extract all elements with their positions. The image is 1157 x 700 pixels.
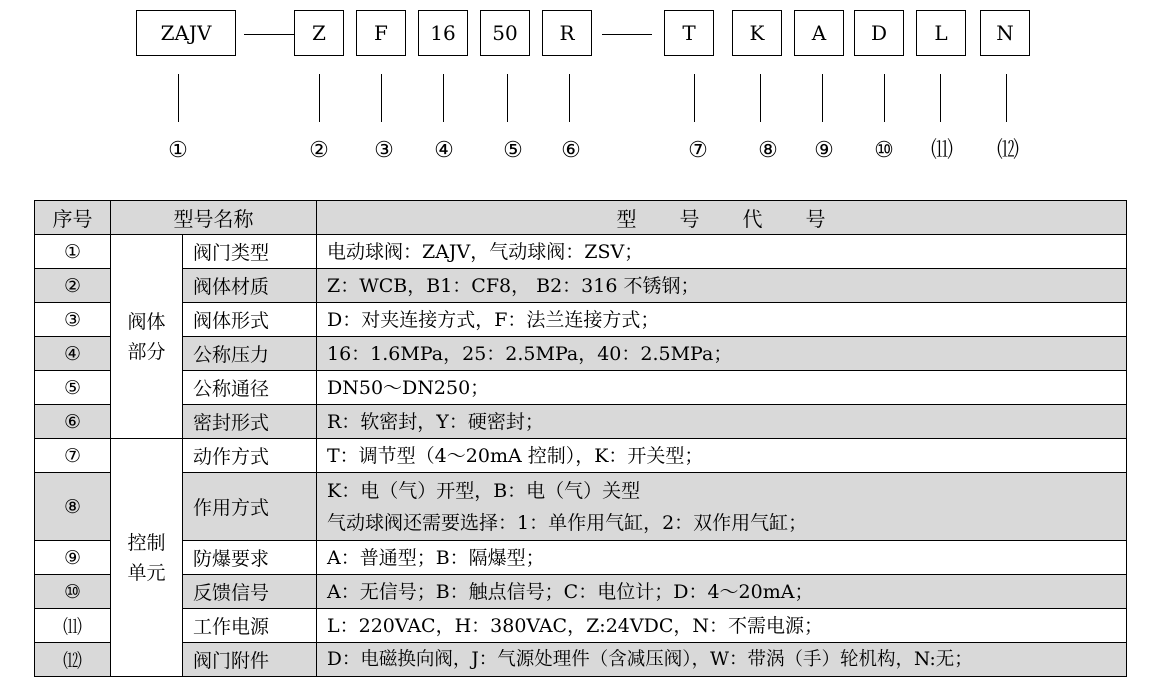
table-row bbox=[35, 371, 1127, 405]
table-row bbox=[35, 269, 1127, 303]
header-seq: 序号 bbox=[35, 201, 111, 235]
row-name: 公称压力 bbox=[183, 337, 317, 371]
row-name: 阀体形式 bbox=[183, 303, 317, 337]
row-code: A：无信号；B：触点信号；C：电位计；D：4～20mA； bbox=[317, 575, 1127, 609]
row-seq: ⑤ bbox=[35, 371, 111, 405]
table-row bbox=[35, 337, 1127, 371]
row-code bbox=[317, 473, 1127, 541]
leader-line-6 bbox=[569, 74, 570, 122]
code-box-5: 50 bbox=[480, 10, 530, 56]
index-label-4: ④ bbox=[434, 138, 454, 163]
index-label-1: ① bbox=[168, 138, 188, 163]
table-row bbox=[35, 609, 1127, 643]
leader-line-7 bbox=[694, 74, 695, 122]
group-label-line: 部分 bbox=[127, 340, 166, 363]
code-box-9: A bbox=[794, 10, 844, 56]
row-name: 作用方式 bbox=[183, 473, 317, 541]
index-label-12: ⑿ bbox=[996, 138, 1019, 163]
code-box-11: L bbox=[916, 10, 966, 56]
table-row bbox=[35, 473, 1127, 541]
leader-line-1 bbox=[178, 74, 179, 122]
connector-line-2 bbox=[602, 34, 652, 35]
model-code-table bbox=[34, 200, 1127, 677]
row-name: 阀体材质 bbox=[183, 269, 317, 303]
header-name: 型号名称 bbox=[111, 201, 317, 235]
row-seq: ⑥ bbox=[35, 405, 111, 439]
row-code: A：普通型；B：隔爆型； bbox=[317, 541, 1127, 575]
row-code: D：对夹连接方式，F：法兰连接方式； bbox=[317, 303, 1127, 337]
row-seq: ③ bbox=[35, 303, 111, 337]
leader-line-9 bbox=[822, 74, 823, 122]
code-box-7: T bbox=[664, 10, 714, 56]
index-label-6: ⑥ bbox=[561, 138, 581, 163]
row-name: 动作方式 bbox=[183, 439, 317, 473]
index-label-2: ② bbox=[309, 138, 329, 163]
leader-line-2 bbox=[319, 74, 320, 122]
table-row bbox=[35, 235, 1127, 269]
code-box-6: R bbox=[542, 10, 592, 56]
code-box-12: N bbox=[980, 10, 1030, 56]
leader-line-8 bbox=[760, 74, 761, 122]
row-seq: ⑿ bbox=[35, 643, 111, 677]
code-box-1: ZAJV bbox=[136, 10, 236, 56]
row-code: 16：1.6MPa，25：2.5MPa，40：2.5MPa； bbox=[317, 337, 1127, 371]
row-name: 密封形式 bbox=[183, 405, 317, 439]
table-row bbox=[35, 643, 1127, 677]
leader-line-10 bbox=[884, 74, 885, 122]
header-code: 型 号 代 号 bbox=[317, 201, 1127, 235]
group-label-line: 单元 bbox=[127, 561, 166, 584]
row-name: 阀门附件 bbox=[183, 643, 317, 677]
row-seq: ⑦ bbox=[35, 439, 111, 473]
leader-line-5 bbox=[507, 74, 508, 122]
table-row bbox=[35, 541, 1127, 575]
row-code: DN50～DN250； bbox=[317, 371, 1127, 405]
index-label-10: ⑩ bbox=[874, 138, 894, 163]
leader-line-4 bbox=[443, 74, 444, 122]
table-row bbox=[35, 405, 1127, 439]
index-label-7: ⑦ bbox=[688, 138, 708, 163]
row-code-line: K：电（气）开型，B：电（气）关型 bbox=[327, 479, 641, 502]
row-name: 阀门类型 bbox=[183, 235, 317, 269]
leader-line-11 bbox=[940, 74, 941, 122]
code-box-10: D bbox=[854, 10, 904, 56]
leader-line-12 bbox=[1006, 74, 1007, 122]
code-box-3: F bbox=[356, 10, 406, 56]
leader-line-3 bbox=[381, 74, 382, 122]
row-code: D：电磁换向阀，J：气源处理件（含减压阀），W：带涡（手）轮机构，N:无； bbox=[317, 643, 1127, 677]
row-seq: ⑧ bbox=[35, 473, 111, 541]
connector-line-1 bbox=[244, 34, 294, 35]
row-seq: ④ bbox=[35, 337, 111, 371]
group-label-line: 控制 bbox=[127, 531, 166, 554]
group-valve-body bbox=[111, 235, 183, 439]
index-label-5: ⑤ bbox=[503, 138, 523, 163]
code-box-2: Z bbox=[294, 10, 344, 56]
table-row bbox=[35, 575, 1127, 609]
table-row bbox=[35, 303, 1127, 337]
index-label-11: ⑾ bbox=[930, 138, 953, 163]
row-name: 反馈信号 bbox=[183, 575, 317, 609]
group-label-line: 阀体 bbox=[127, 310, 166, 333]
row-seq: ② bbox=[35, 269, 111, 303]
row-code: Z：WCB，B1：CF8， B2：316 不锈钢； bbox=[317, 269, 1127, 303]
index-label-3: ③ bbox=[374, 138, 394, 163]
group-control-unit bbox=[111, 439, 183, 677]
table-row bbox=[35, 439, 1127, 473]
table-header-row bbox=[35, 201, 1127, 235]
row-name: 公称通径 bbox=[183, 371, 317, 405]
row-seq: ⑩ bbox=[35, 575, 111, 609]
row-seq: ⑾ bbox=[35, 609, 111, 643]
row-code: R：软密封，Y：硬密封； bbox=[317, 405, 1127, 439]
row-name: 防爆要求 bbox=[183, 541, 317, 575]
row-code: 电动球阀：ZAJV，气动球阀：ZSV； bbox=[317, 235, 1127, 269]
row-code-line: 气动球阀还需要选择：1：单作用气缸，2：双作用气缸； bbox=[327, 511, 808, 534]
code-box-4: 16 bbox=[418, 10, 468, 56]
row-seq: ⑨ bbox=[35, 541, 111, 575]
index-label-8: ⑧ bbox=[758, 138, 778, 163]
code-box-8: K bbox=[732, 10, 782, 56]
row-name: 工作电源 bbox=[183, 609, 317, 643]
row-seq: ① bbox=[35, 235, 111, 269]
index-label-9: ⑨ bbox=[814, 138, 834, 163]
row-code: L：220VAC，H：380VAC，Z:24VDC，N：不需电源； bbox=[317, 609, 1127, 643]
row-code: T：调节型（4～20mA 控制），K：开关型； bbox=[317, 439, 1127, 473]
